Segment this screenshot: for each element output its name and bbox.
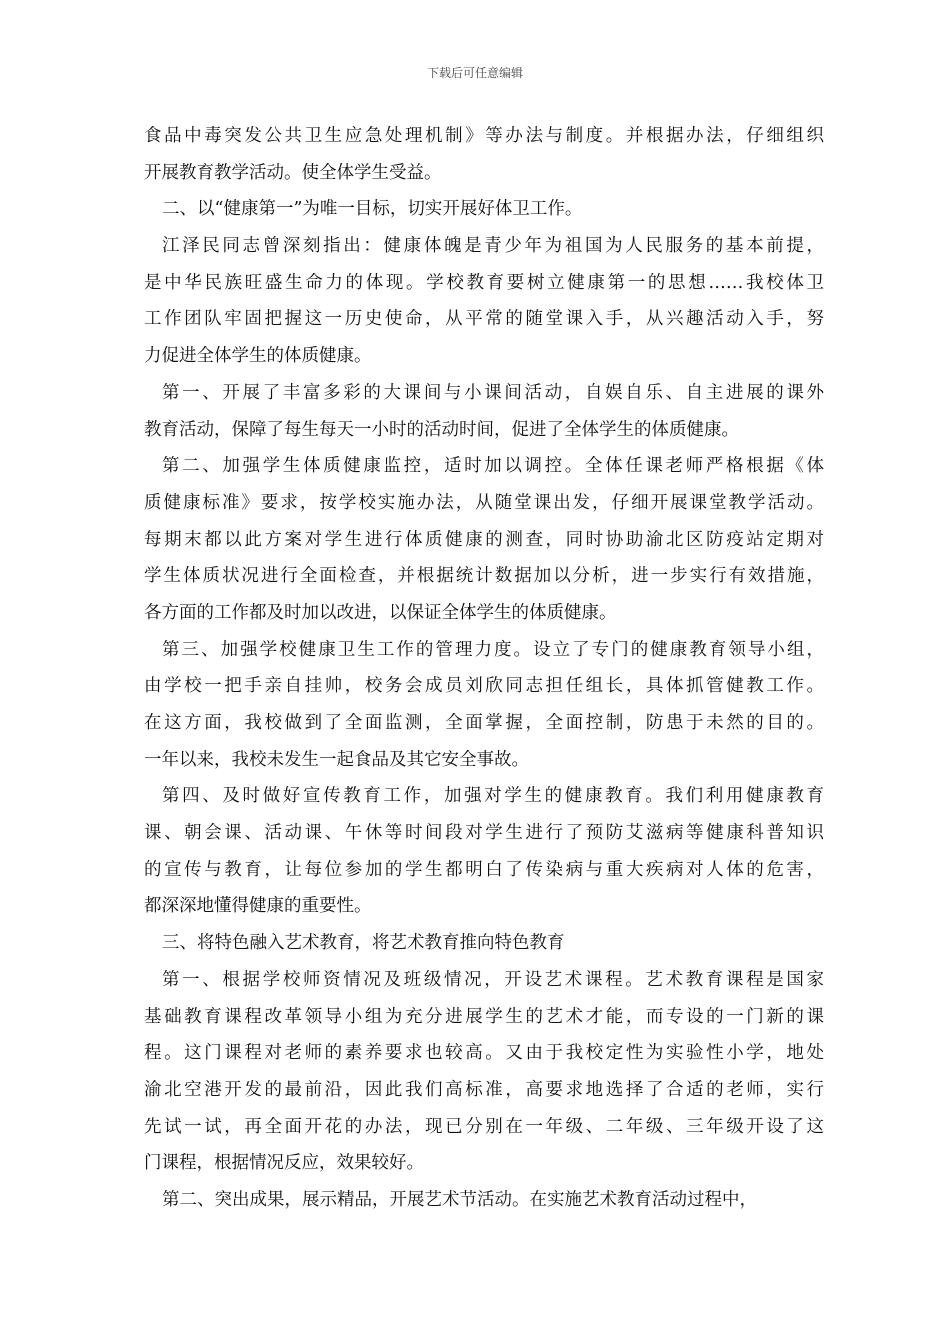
paragraph xyxy=(144,448,824,631)
text-line: 第一、开展了丰富多彩的大课间与小课间活动，自娱自乐、自主进展的课外 xyxy=(162,382,824,403)
text-line: 食品中毒突发公共卫生应急处理机制》等办法与制度。并根据办法，仔细组织 xyxy=(144,126,824,146)
paragraph xyxy=(144,962,824,1182)
text-line: 力促进全体学生的体质健康。 xyxy=(144,346,372,367)
text-line: 三、将特色融入艺术教育，将艺术教育推向特色教育 xyxy=(162,933,565,954)
text-line: 各方面的工作都及时加以改进，以保证全体学生的体质健康。 xyxy=(144,602,617,623)
text-line: 第二、加强学生体质健康监控，适时加以调控。全体任课老师严格根据《体 xyxy=(162,456,824,477)
text-line: 开展教育教学活动。使全体学生受益。 xyxy=(144,162,442,183)
paragraph xyxy=(144,191,824,228)
document-body xyxy=(144,118,824,1219)
text-line: 门课程，根据情况反应，效果较好。 xyxy=(144,1153,424,1174)
paragraph xyxy=(144,1182,824,1219)
paragraph xyxy=(144,118,824,191)
text-line: 第三、加强学校健康卫生工作的管理力度。设立了专门的健康教育领导小组， xyxy=(162,639,824,660)
text-line: 渝北空港开发的最前沿，因此我们高标准，高要求地选择了合适的老师，实行 xyxy=(144,1079,824,1100)
paragraph xyxy=(144,632,824,779)
text-line: 江泽民同志曾深刻指出：健康体魄是青少年为祖国为人民服务的基本前提， xyxy=(162,236,824,257)
text-line: 是中华民族旺盛生命力的体现。学校教育要树立健康第一的思想……我校体卫 xyxy=(144,272,824,293)
paragraph xyxy=(144,228,824,375)
text-line: 课、朝会课、活动课、午休等时间段对学生进行了预防艾滋病等健康科普知识 xyxy=(144,823,824,844)
text-line: 质健康标准》要求，按学校实施办法，从随堂课出发，仔细开展课堂教学活动。 xyxy=(144,492,824,513)
text-line: 学生体质状况进行全面检查，并根据统计数据加以分析，进一步实行有效措施， xyxy=(144,566,824,587)
text-line: 的宣传与教育，让每位参加的学生都明白了传染病与重大疾病对人体的危害， xyxy=(144,859,824,880)
text-line: 工作团队牢固把握这一历史使命，从平常的随堂课入手，从兴趣活动入手，努 xyxy=(144,309,824,330)
text-line: 在这方面，我校做到了全面监测，全面掌握，全面控制，防患于未然的目的。 xyxy=(144,713,824,733)
text-line: 由学校一把手亲自挂帅，校务会成员刘欣同志担任组长，具体抓管健教工作。 xyxy=(144,676,824,697)
text-line: 第一、根据学校师资情况及班级情况，开设艺术课程。艺术教育课程是国家 xyxy=(162,969,824,990)
text-line: 每期末都以此方案对学生进行体质健康的测查，同时协助渝北区防疫站定期对 xyxy=(144,529,824,550)
text-line: 一年以来，我校未发生一起食品及其它安全事故。 xyxy=(144,749,529,770)
text-line: 都深深地懂得健康的重要性。 xyxy=(144,896,372,917)
paragraph xyxy=(144,375,824,448)
page-header: 下载后可任意编辑 xyxy=(426,66,523,80)
paragraph xyxy=(144,778,824,925)
text-line: 程。这门课程对老师的素养要求也较高。又由于我校定性为实验性小学，地处 xyxy=(144,1043,824,1064)
text-line: 二、以“健康第一”为唯一目标，切实开展好体卫工作。 xyxy=(162,199,583,220)
text-line: 第四、及时做好宣传教育工作，加强对学生的健康教育。我们利用健康教育 xyxy=(162,786,824,807)
text-line: 先试一试，再全面开花的办法，现已分别在一年级、二年级、三年级开设了这 xyxy=(144,1116,824,1137)
paragraph xyxy=(144,925,824,962)
text-line: 教育活动，保障了每生每天一小时的活动时间，促进了全体学生的体质健康。 xyxy=(144,419,739,440)
text-line: 基础教育课程改革领导小组为充分进展学生的艺术才能，而专设的一门新的课 xyxy=(144,1006,824,1027)
text-line: 第二、突出成果，展示精品，开展艺术节活动。在实施艺术教育活动过程中， xyxy=(162,1189,757,1210)
